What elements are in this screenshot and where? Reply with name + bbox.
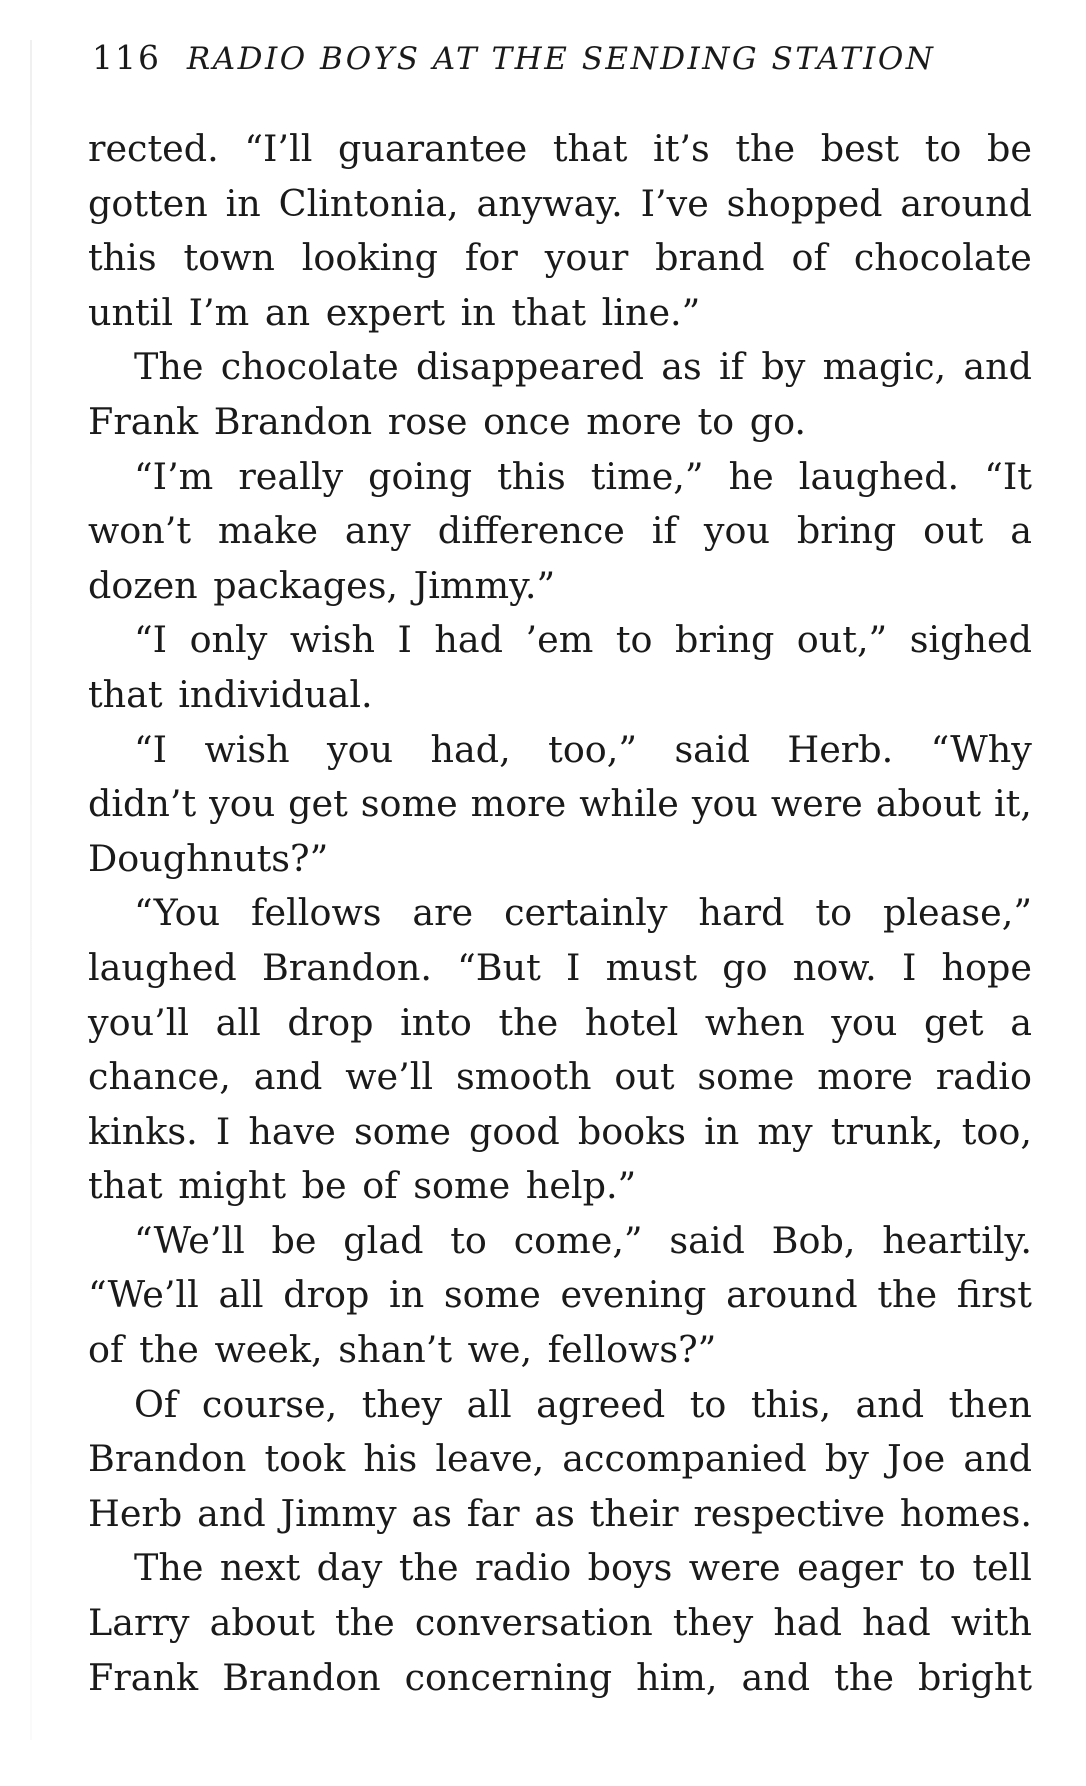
text-line bbox=[88, 613, 1032, 668]
text-line bbox=[88, 504, 1032, 559]
word: laughed bbox=[88, 945, 237, 989]
word: your bbox=[544, 236, 629, 280]
word: now. bbox=[792, 945, 877, 989]
word: Brandon bbox=[88, 1437, 247, 1481]
word: leave, bbox=[435, 1437, 545, 1481]
word: bring bbox=[796, 509, 897, 553]
word: bring bbox=[674, 618, 775, 662]
word: the bbox=[735, 127, 796, 170]
word: if bbox=[651, 509, 677, 553]
word: out bbox=[923, 509, 984, 553]
word: Frank bbox=[88, 1655, 199, 1699]
word: day bbox=[316, 1546, 383, 1590]
word: chocolate bbox=[853, 236, 1032, 280]
word: agreed bbox=[536, 1382, 666, 1426]
word: guarantee bbox=[337, 127, 528, 170]
word: to bbox=[450, 1218, 487, 1262]
word: about bbox=[209, 1601, 315, 1645]
text-line bbox=[88, 723, 1032, 778]
word: the bbox=[334, 1601, 395, 1645]
word: drop bbox=[287, 1000, 374, 1044]
word: homes. bbox=[899, 1491, 1032, 1535]
word: magic, bbox=[822, 345, 947, 389]
word: chocolate bbox=[220, 345, 399, 389]
word: kinks. bbox=[88, 1109, 198, 1153]
word: a bbox=[1010, 1000, 1032, 1044]
text-line bbox=[88, 886, 1032, 941]
word: tell bbox=[972, 1546, 1032, 1590]
word: with bbox=[950, 1601, 1032, 1645]
word: radio bbox=[475, 1546, 572, 1590]
word: you bbox=[691, 782, 758, 826]
word: respective bbox=[693, 1491, 886, 1535]
word: “We’ll bbox=[134, 1218, 245, 1262]
word: when bbox=[704, 1000, 805, 1044]
word: please,” bbox=[883, 891, 1032, 935]
word: Herb. bbox=[787, 727, 894, 771]
word: anyway. bbox=[476, 181, 623, 225]
word: you bbox=[209, 782, 276, 826]
text-line bbox=[88, 231, 1032, 286]
word: too,” bbox=[548, 727, 638, 771]
word: chance, bbox=[88, 1055, 231, 1099]
word: “You bbox=[134, 891, 221, 935]
word: they bbox=[672, 1601, 754, 1645]
running-title: RADIO BOYS AT THE SENDING STATION bbox=[186, 41, 936, 77]
word: I’ve bbox=[640, 181, 709, 225]
word: heartily. bbox=[882, 1218, 1032, 1262]
word: time,” bbox=[590, 454, 704, 498]
text-line bbox=[88, 122, 1032, 177]
text-line bbox=[88, 1487, 1032, 1542]
text-line: until I’m an expert in that line.” bbox=[88, 290, 701, 334]
word: all bbox=[218, 1273, 264, 1317]
word: a bbox=[1010, 509, 1032, 553]
word: as bbox=[661, 345, 702, 389]
text-line: of the week, shan’t we, fellows?” bbox=[88, 1328, 717, 1372]
word: had bbox=[434, 618, 504, 662]
body-text bbox=[88, 122, 1032, 1722]
word: smooth bbox=[455, 1055, 592, 1099]
word: and bbox=[963, 345, 1032, 389]
word: concerning bbox=[404, 1655, 613, 1699]
text-line bbox=[88, 177, 1032, 232]
text-line bbox=[88, 1214, 1032, 1269]
text-line bbox=[88, 1651, 1032, 1706]
word: the bbox=[398, 1546, 459, 1590]
word: to bbox=[815, 891, 853, 935]
word: “I’ll bbox=[244, 127, 313, 170]
word: and bbox=[963, 1437, 1032, 1481]
word: come,” bbox=[513, 1218, 643, 1262]
word: he bbox=[728, 454, 774, 498]
word: to bbox=[924, 127, 962, 170]
text-line bbox=[88, 1378, 1032, 1433]
word: it, bbox=[993, 782, 1032, 826]
word: “Why bbox=[930, 727, 1032, 771]
word: him, bbox=[636, 1655, 718, 1699]
word: eager bbox=[797, 1546, 903, 1590]
word: you bbox=[327, 727, 394, 771]
word: you bbox=[703, 509, 770, 553]
word: hope bbox=[941, 945, 1032, 989]
printer-mark bbox=[490, 1738, 560, 1752]
word: certainly bbox=[504, 891, 668, 935]
word: then bbox=[948, 1382, 1032, 1426]
word: and bbox=[253, 1055, 323, 1099]
word: some bbox=[360, 782, 458, 826]
word: their bbox=[589, 1491, 679, 1535]
word: I bbox=[215, 1109, 231, 1153]
word: shopped bbox=[726, 181, 883, 225]
word: get bbox=[288, 782, 348, 826]
word: go bbox=[722, 945, 768, 989]
word: only bbox=[189, 618, 268, 662]
word: you bbox=[831, 1000, 898, 1044]
word: this bbox=[88, 236, 157, 280]
word: into bbox=[400, 1000, 472, 1044]
word: and bbox=[197, 1491, 266, 1535]
word: hard bbox=[698, 891, 785, 935]
word: wish bbox=[204, 727, 290, 771]
text-line bbox=[88, 996, 1032, 1051]
word: some bbox=[354, 1109, 451, 1153]
word: while bbox=[579, 782, 679, 826]
word: some bbox=[697, 1055, 795, 1099]
word: going bbox=[368, 454, 473, 498]
text-line: that individual. bbox=[88, 672, 373, 716]
word: Clintonia, bbox=[278, 181, 459, 225]
word: hotel bbox=[584, 1000, 679, 1044]
word: as bbox=[534, 1491, 575, 1535]
word: the bbox=[834, 1655, 894, 1699]
word: to bbox=[689, 1382, 727, 1426]
word: must bbox=[605, 945, 698, 989]
word: said bbox=[669, 1218, 745, 1262]
word: the bbox=[877, 1273, 938, 1317]
text-line bbox=[88, 340, 1032, 395]
word: I bbox=[565, 945, 581, 989]
word: disappeared bbox=[415, 345, 645, 389]
word: were bbox=[770, 782, 863, 826]
word: Joe bbox=[887, 1437, 946, 1481]
word: “I bbox=[134, 727, 168, 771]
word: his bbox=[363, 1437, 418, 1481]
word: fellows bbox=[251, 891, 382, 935]
word: said bbox=[674, 727, 750, 771]
word: my bbox=[757, 1109, 813, 1153]
word: get bbox=[923, 1000, 984, 1044]
word: laughed. bbox=[798, 454, 960, 498]
word: around bbox=[726, 1273, 858, 1317]
word: evening bbox=[560, 1273, 707, 1317]
word: took bbox=[264, 1437, 346, 1481]
word: to bbox=[919, 1546, 956, 1590]
text-line bbox=[88, 777, 1032, 832]
word: accompanied bbox=[562, 1437, 807, 1481]
word: out bbox=[614, 1055, 675, 1099]
word: brand bbox=[655, 236, 765, 280]
word: difference bbox=[437, 509, 625, 553]
word: more bbox=[817, 1055, 913, 1099]
word: that bbox=[552, 127, 628, 170]
word: this, bbox=[750, 1382, 832, 1426]
word: as bbox=[411, 1491, 452, 1535]
text-line bbox=[88, 1268, 1032, 1323]
text-line bbox=[88, 1050, 1032, 1105]
text-line: Frank Brandon rose once more to go. bbox=[88, 399, 807, 443]
word: glad bbox=[343, 1218, 424, 1262]
word: gotten bbox=[88, 181, 208, 225]
word: by bbox=[761, 345, 806, 389]
word: sighed bbox=[909, 618, 1032, 662]
text-line bbox=[88, 1596, 1032, 1651]
word: Of bbox=[134, 1382, 178, 1426]
word: you’ll bbox=[88, 1000, 190, 1044]
word: in bbox=[704, 1109, 740, 1153]
word: make bbox=[217, 509, 318, 553]
word: more bbox=[470, 782, 567, 826]
word: really bbox=[238, 454, 344, 498]
page-edge-shadow bbox=[30, 40, 32, 1740]
word: I bbox=[397, 618, 412, 662]
word: far bbox=[466, 1491, 520, 1535]
word: too, bbox=[961, 1109, 1032, 1153]
word: Larry bbox=[88, 1601, 190, 1645]
word: drop bbox=[283, 1273, 370, 1317]
word: “It bbox=[984, 454, 1032, 498]
text-line bbox=[88, 1432, 1032, 1487]
word: to bbox=[615, 618, 653, 662]
text-line bbox=[88, 1105, 1032, 1160]
word: around bbox=[900, 181, 1032, 225]
word: first bbox=[956, 1273, 1032, 1317]
word: Brandon bbox=[222, 1655, 381, 1699]
word: town bbox=[183, 236, 275, 280]
word: “We’ll bbox=[88, 1273, 199, 1317]
word: good bbox=[469, 1109, 560, 1153]
word: I bbox=[901, 945, 917, 989]
word: in bbox=[225, 181, 261, 225]
word: the bbox=[498, 1000, 559, 1044]
word: won’t bbox=[88, 509, 191, 553]
word: and bbox=[855, 1382, 925, 1426]
page-number: 116 bbox=[92, 38, 161, 77]
word: didn’t bbox=[88, 782, 197, 826]
word: in bbox=[389, 1273, 425, 1317]
word: and bbox=[741, 1655, 811, 1699]
word: Jimmy bbox=[280, 1491, 397, 1535]
word: wish bbox=[289, 618, 375, 662]
word: The bbox=[134, 345, 204, 389]
word: all bbox=[466, 1382, 512, 1426]
word: about bbox=[875, 782, 981, 826]
word: by bbox=[824, 1437, 869, 1481]
word: all bbox=[215, 1000, 261, 1044]
word: “I bbox=[134, 618, 168, 662]
word: looking bbox=[301, 236, 439, 280]
word: books bbox=[577, 1109, 686, 1153]
word: “But bbox=[457, 945, 541, 989]
word: radio bbox=[935, 1055, 1032, 1099]
word: we’ll bbox=[345, 1055, 434, 1099]
word: “I’m bbox=[134, 454, 214, 498]
word: this bbox=[497, 454, 566, 498]
word: of bbox=[791, 236, 827, 280]
word: had, bbox=[430, 727, 511, 771]
text-line bbox=[88, 941, 1032, 996]
text-line: dozen packages, Jimmy.” bbox=[88, 563, 556, 607]
word: Herb bbox=[88, 1491, 183, 1535]
word: if bbox=[719, 345, 745, 389]
word: it’s bbox=[653, 127, 710, 170]
word: bright bbox=[917, 1655, 1032, 1699]
running-header bbox=[92, 38, 1012, 98]
word: are bbox=[412, 891, 474, 935]
word: Bob, bbox=[771, 1218, 856, 1262]
word: for bbox=[464, 236, 518, 280]
word: had bbox=[862, 1601, 931, 1645]
word: were bbox=[688, 1546, 781, 1590]
text-line: Doughnuts?” bbox=[88, 836, 329, 880]
word: rected. bbox=[88, 127, 219, 170]
word: be bbox=[986, 127, 1032, 170]
text-line: that might be of some help.” bbox=[88, 1164, 637, 1208]
word: next bbox=[219, 1546, 301, 1590]
word: any bbox=[344, 509, 411, 553]
word: conversation bbox=[414, 1601, 653, 1645]
word: trunk, bbox=[830, 1109, 944, 1153]
text-line bbox=[88, 1541, 1032, 1596]
word: have bbox=[248, 1109, 336, 1153]
word: boys bbox=[587, 1546, 673, 1590]
word: best bbox=[820, 127, 900, 170]
word: had bbox=[773, 1601, 843, 1645]
word: course, bbox=[201, 1382, 338, 1426]
word: be bbox=[271, 1218, 317, 1262]
word: they bbox=[361, 1382, 443, 1426]
word: ’em bbox=[525, 618, 594, 662]
word: some bbox=[443, 1273, 541, 1317]
word: out,” bbox=[796, 618, 888, 662]
text-line bbox=[88, 450, 1032, 505]
word: The bbox=[134, 1546, 204, 1590]
word: Brandon. bbox=[261, 945, 432, 989]
